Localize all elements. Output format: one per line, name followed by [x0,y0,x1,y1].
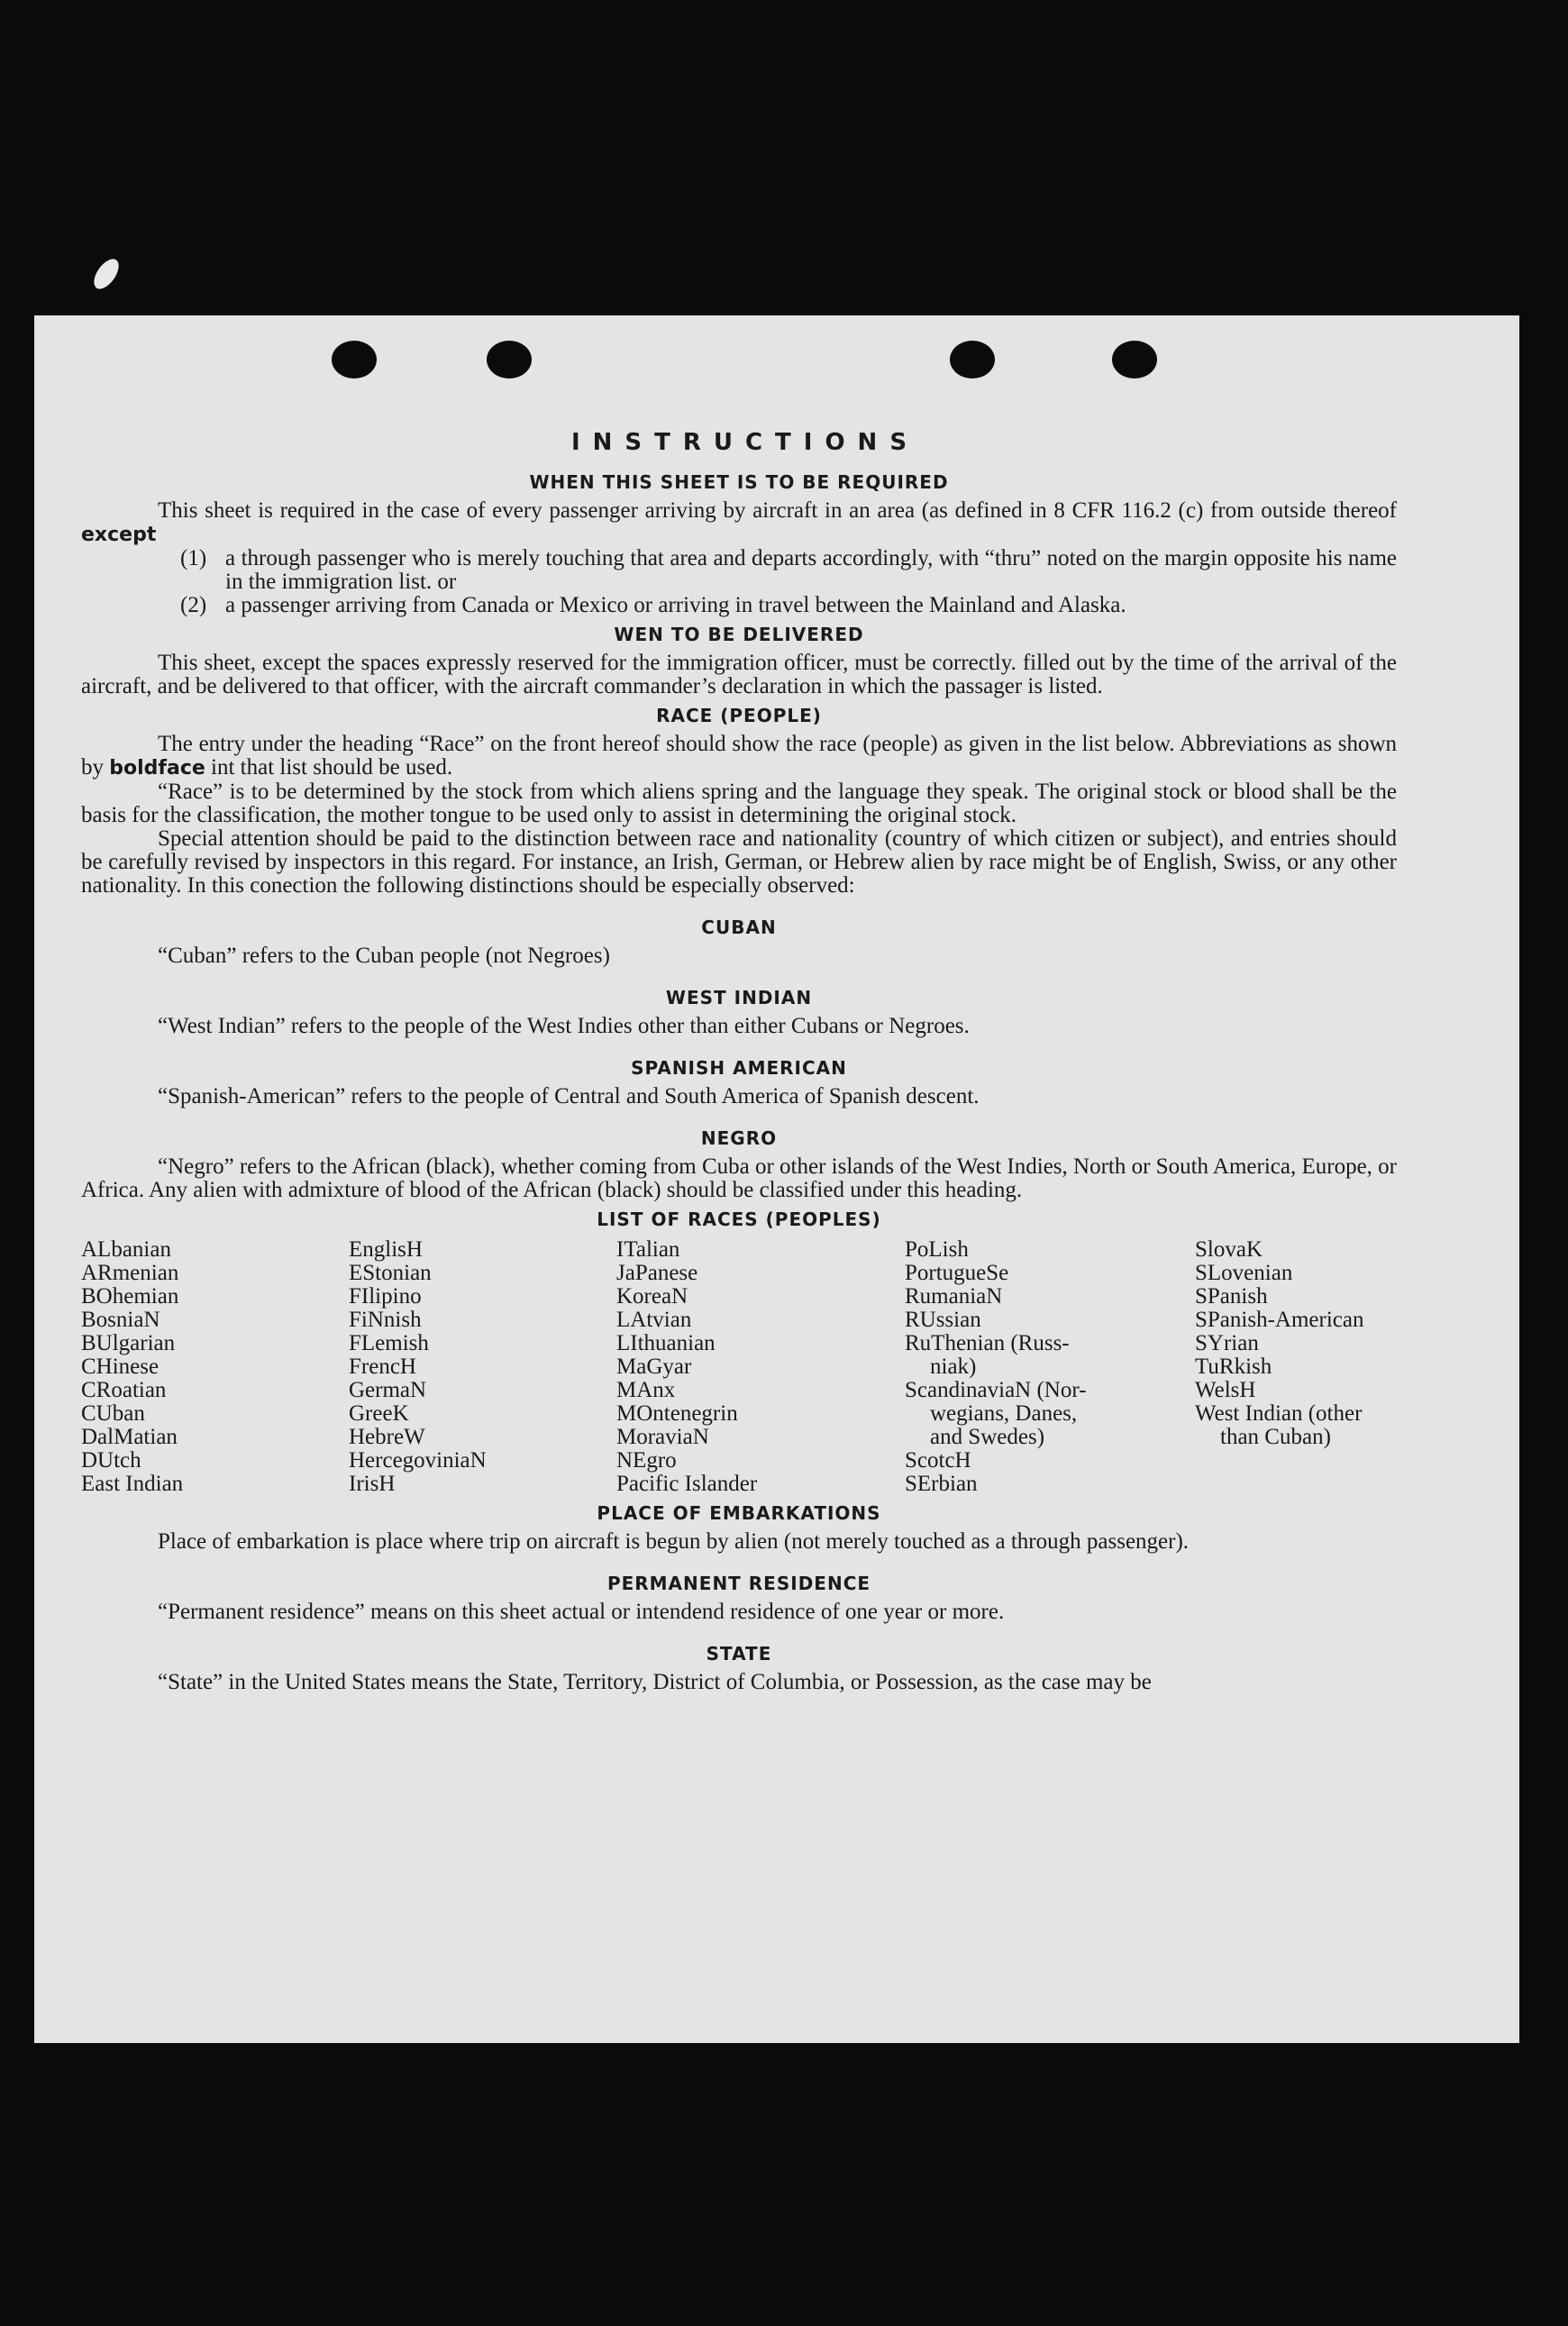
heading-delivered: WEN TO BE DELIVERED [614,624,864,645]
race-entry: than Cuban) [1220,1425,1331,1449]
race-entry: BosniaN [81,1308,160,1332]
race-entry: ARmenian [81,1261,179,1285]
race-entry: TuRkish [1195,1355,1272,1379]
race-entry: MOntenegrin [616,1401,738,1426]
race-entry: WelsH [1195,1378,1256,1402]
spanish-american-text: “Spanish-American” refers to the people of Central and South America of Spanish descent. [158,1084,980,1108]
race-entry: PortugueSe [905,1261,1009,1285]
race-entry: SErbian [905,1472,978,1496]
embarkation-text: Place of embarkation is place where trip on aircraft is begun by alien (not merely touched as a through passenger). [158,1529,1190,1554]
race-entry: West Indian (other [1195,1401,1363,1426]
race-entry: MoraviaN [616,1425,709,1449]
race-entry: IrisH [349,1472,396,1496]
heading-races-list: LIST OF RACES (PEOPLES) [597,1209,881,1230]
race-entry: RumaniaN [905,1284,1003,1309]
heading-permanent-residence: PERMANENT RESIDENCE [606,1573,871,1594]
item-number: (1) [180,546,207,570]
race-entry: East Indian [81,1472,184,1496]
races-column [81,1238,349,1496]
except-word: except [81,524,157,546]
document-title: INSTRUCTIONS [570,429,920,456]
race-entry: EStonian [349,1261,432,1285]
race-entry: BUlgarian [81,1331,176,1355]
heading-state: STATE [706,1643,772,1665]
race-entry: FiNnish [349,1308,422,1332]
heading-cuban: CUBAN [701,917,777,938]
punch-hole [1112,341,1157,379]
race-entry: niak) [930,1355,977,1379]
heading-west-indian: WEST INDIAN [665,987,813,1008]
item-text: a passenger arriving from Canada or Mexico or arriving in travel between the Mainland and Alaska. [225,593,1126,617]
race-entry: wegians, Danes, [930,1401,1078,1426]
race-entry: JaPanese [616,1261,698,1285]
races-column [1195,1238,1397,1496]
race-paragraph-2: “Race” is to be determined by the stock from which aliens spring and the language they speak. The original stock or blood shall be the basis for the classification, the mother tongue to be used only to assist in determining the original stock. [81,780,1397,827]
punch-hole [332,341,377,379]
race-entry: SPanish-American [1195,1308,1364,1332]
race-entry: LIthuanian [616,1331,716,1355]
heading-embarkation: PLACE OF EMBARKATIONS [597,1502,881,1524]
race-entry: KoreaN [616,1284,688,1309]
race-entry: FIlipino [349,1284,422,1309]
race-entry: SYrian [1195,1331,1259,1355]
required-intro: This sheet is required in the case of every passenger arriving by aircraft in an area (as defined in 8 CFR 116.2 (c) from outside thereof except [81,498,1397,546]
race-entry: RUssian [905,1308,981,1332]
race-entry: EnglisH [349,1237,423,1262]
negro-text: “Negro” refers to the African (black), whether coming from Cuba or other islands of the West Indies, North or South America, Europe, or Africa. Any alien with admixture of blood of the African (black) should be classified under this heading. [81,1154,1397,1202]
race-entry: ALbanian [81,1237,171,1262]
heading-required: WHEN THIS SHEET IS TO BE REQUIRED [529,471,949,493]
list-item [81,594,1397,617]
heading-race: RACE (PEOPLE) [656,705,822,726]
punch-hole [487,341,532,379]
race-entry: GreeK [349,1401,409,1426]
race-entry: ScotcH [905,1448,971,1473]
heading-spanish-american: SPANISH AMERICAN [631,1057,847,1079]
race-entry: BOhemian [81,1284,179,1309]
race-paragraph-1: The entry under the heading “Race” on the front hereof should show the race (people) as given in the list below. Abbreviations as shown by boldface int that list should be used. [81,732,1397,780]
race-paragraph-3: Special attention should be paid to the distinction between race and nationality (country of which citizen or subject), and entries should be carefully revised by inspectors in this regard. For instance, an Irish, German, or Hebrew alien by race might be of English, Swiss, or any other nationality. In this conection the following distinctions should be especially observed: [81,826,1397,898]
scan-speck [89,255,123,294]
race-entry: LAtvian [616,1308,692,1332]
west-indian-text: “West Indian” refers to the people of the West Indies other than either Cubans or Negroes. [158,1014,970,1038]
delivered-text: This sheet, except the spaces expressly reserved for the immigration officer, must be correctly. filled out by the time of the arrival of the aircraft, and be delivered to that officer, with the aircraft commander’s declaration in which the passager is listed. [81,651,1397,698]
state-text: “State” in the United States means the State, Territory, District of Columbia, or Possession, as the case may be [158,1670,1152,1694]
document-page [34,315,1519,2043]
punch-hole [950,341,995,379]
cuban-text: “Cuban” refers to the Cuban people (not Negroes) [158,944,610,968]
race-entry: DalMatian [81,1425,178,1449]
race-entry: FLemish [349,1331,429,1355]
race-entry: CUban [81,1401,145,1426]
residence-text: “Permanent residence” means on this sheet actual or intendend residence of one year or more. [158,1600,1005,1624]
item-number: (2) [180,593,207,617]
item-text: a through passenger who is merely touching that area and departs accordingly, with “thru” noted on the margin opposite his name in the immigration list. or [225,546,1397,594]
race-entry: HebreW [349,1425,425,1449]
race-entry: CRoatian [81,1378,167,1402]
race-entry: ITalian [616,1237,680,1262]
race-entry: FrencH [349,1355,416,1379]
race-entry: MAnx [616,1378,676,1402]
races-column [349,1238,616,1496]
boldface-word: boldface [109,757,205,780]
races-list [81,1238,1397,1496]
race-entry: CHinese [81,1355,160,1379]
race-entry: and Swedes) [930,1425,1045,1449]
race-entry: ScandinaviaN (Nor- [905,1378,1087,1402]
races-column [616,1238,905,1496]
list-item [81,547,1397,594]
race-entry: DUtch [81,1448,141,1473]
race-entry: SLovenian [1195,1261,1293,1285]
races-column [905,1238,1195,1496]
instructions-content [81,431,1397,1694]
race-entry: HercegoviniaN [349,1448,487,1473]
race-entry: PoLish [905,1237,969,1262]
race-entry: SlovaK [1195,1237,1263,1262]
heading-negro: NEGRO [700,1127,778,1149]
race-entry: SPanish [1195,1284,1268,1309]
race-entry: RuThenian (Russ- [905,1331,1070,1355]
race-entry: GermaN [349,1378,427,1402]
race-entry: NEgro [616,1448,677,1473]
race-entry: MaGyar [616,1355,692,1379]
race-entry: Pacific Islander [616,1472,758,1496]
